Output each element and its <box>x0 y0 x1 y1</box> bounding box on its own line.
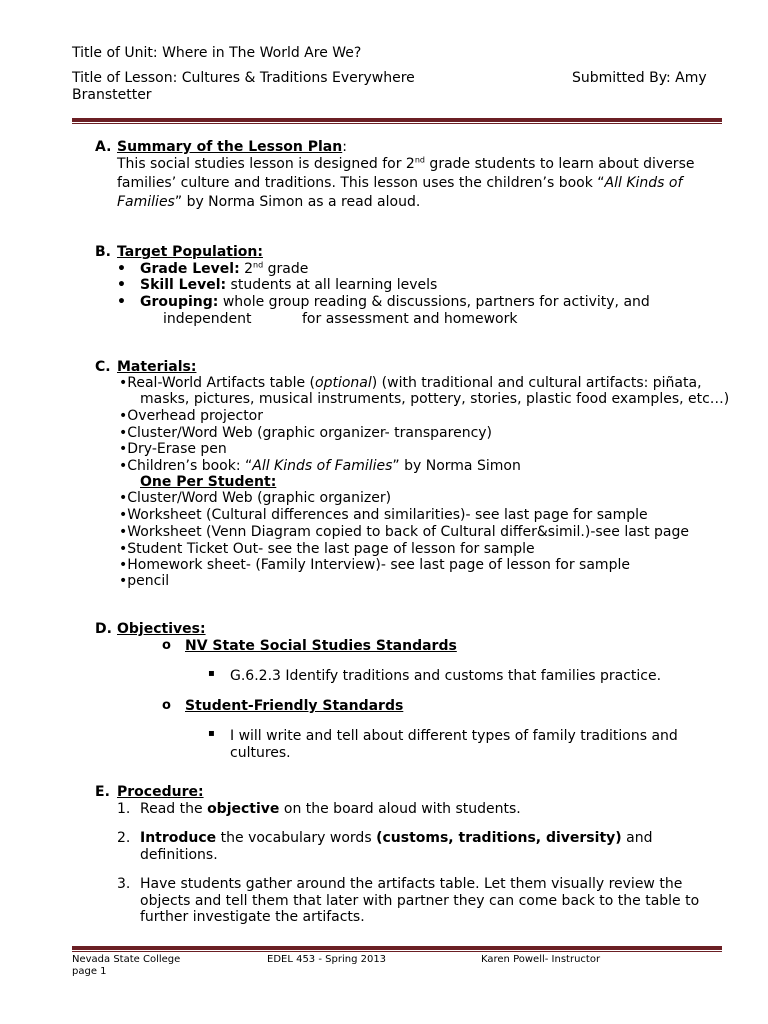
footer-rule <box>72 946 722 952</box>
section-a-letter: A. <box>95 139 112 155</box>
std1-heading: NV State Social Studies Standards <box>185 638 457 654</box>
student-homework: •Homework sheet- (Family Interview)- see last page of lesson for sample <box>119 557 630 573</box>
student-cluster: •Cluster/Word Web (graphic organizer) <box>119 490 392 506</box>
o-bullet-icon: o <box>162 638 171 653</box>
footer-instructor: Karen Powell- Instructor <box>481 954 601 965</box>
procedure-3-num: 3. <box>117 876 131 892</box>
material-pen: •Dry-Erase pen <box>119 441 227 457</box>
bullet-grade: • <box>117 261 126 277</box>
std2-heading: Student-Friendly Standards <box>185 698 404 714</box>
grouping: Grouping: whole group reading & discussions, partners for activity, and <box>140 294 650 310</box>
section-a-heading: Summary of the Lesson Plan: <box>117 139 347 155</box>
std2-item-line-2: cultures. <box>230 745 291 761</box>
procedure-3-line-3: further investigate the artifacts. <box>140 909 365 925</box>
std1-item: G.6.2.3 Identify traditions and customs that families practice. <box>230 668 662 684</box>
o-bullet-icon: o <box>162 698 171 713</box>
skill-level: Skill Level: students at all learning levels <box>140 277 438 293</box>
student-ticket-out: •Student Ticket Out- see the last page of lesson for sample <box>119 541 535 557</box>
procedure-2-cont: definitions. <box>140 847 218 863</box>
per-student-heading: One Per Student: <box>140 474 277 490</box>
submitted-by: Submitted By: Amy <box>572 70 707 86</box>
summary-line-2: families’ culture and traditions. This lesson uses the children’s book “All Kinds of <box>117 175 683 191</box>
grade-level: Grade Level: 2nd grade <box>140 260 309 277</box>
procedure-3-line-2: objects and tell them that later with partner they can come back to the table to <box>140 893 700 909</box>
section-d-letter: D. <box>95 621 112 637</box>
square-bullet-icon: ▪ <box>208 728 215 739</box>
procedure-1-num: 1. <box>117 801 131 817</box>
grouping-cont-2: for assessment and homework <box>302 311 518 327</box>
section-b-letter: B. <box>95 244 111 260</box>
footer-page-number: page 1 <box>72 966 107 977</box>
procedure-2: Introduce the vocabulary words (customs, traditions, diversity) and <box>140 830 653 846</box>
student-worksheet-cultural: •Worksheet (Cultural differences and similarities)- see last page for sample <box>119 507 648 523</box>
header-rule <box>72 118 722 124</box>
summary-line-3: Families” by Norma Simon as a read aloud. <box>117 194 421 210</box>
footer-course: EDEL 453 - Spring 2013 <box>267 954 387 965</box>
procedure-2-num: 2. <box>117 830 131 846</box>
section-e-letter: E. <box>95 784 110 800</box>
section-d-heading: Objectives: <box>117 621 206 637</box>
section-b-heading: Target Population: <box>117 244 263 260</box>
material-artifacts-cont: masks, pictures, musical instruments, pottery, stories, plastic food examples, etc…) <box>140 391 730 407</box>
material-book: •Children’s book: “All Kinds of Families” by Norma Simon <box>119 458 521 474</box>
footer-college: Nevada State College <box>72 954 181 965</box>
submitted-by-name: Branstetter <box>72 87 152 103</box>
unit-title: Title of Unit: Where in The World Are We? <box>72 45 362 61</box>
summary-line-1: This social studies lesson is designed for 2nd grade students to learn about diverse <box>117 155 695 172</box>
square-bullet-icon: ▪ <box>208 668 215 679</box>
material-projector: •Overhead projector <box>119 408 263 424</box>
material-cluster-transparency: •Cluster/Word Web (graphic organizer- transparency) <box>119 425 493 441</box>
std2-item-line-1: I will write and tell about different types of family traditions and <box>230 728 678 744</box>
grouping-cont-1: independent <box>163 311 252 327</box>
lesson-title: Title of Lesson: Cultures & Traditions Everywhere <box>72 70 415 86</box>
student-pencil: •pencil <box>119 573 170 589</box>
procedure-1: Read the objective on the board aloud with students. <box>140 801 521 817</box>
section-c-letter: C. <box>95 359 111 375</box>
procedure-3-line-1: Have students gather around the artifacts table. Let them visually review the <box>140 876 683 892</box>
student-worksheet-venn: •Worksheet (Venn Diagram copied to back of Cultural differ&simil.)-see last page <box>119 524 690 540</box>
material-artifacts: •Real-World Artifacts table (optional) (with traditional and cultural artifacts: piñata, <box>119 375 702 391</box>
section-c-heading: Materials: <box>117 359 197 375</box>
bullet-grouping: • <box>117 294 126 310</box>
bullet-skill: • <box>117 277 126 293</box>
section-e-heading: Procedure: <box>117 784 204 800</box>
